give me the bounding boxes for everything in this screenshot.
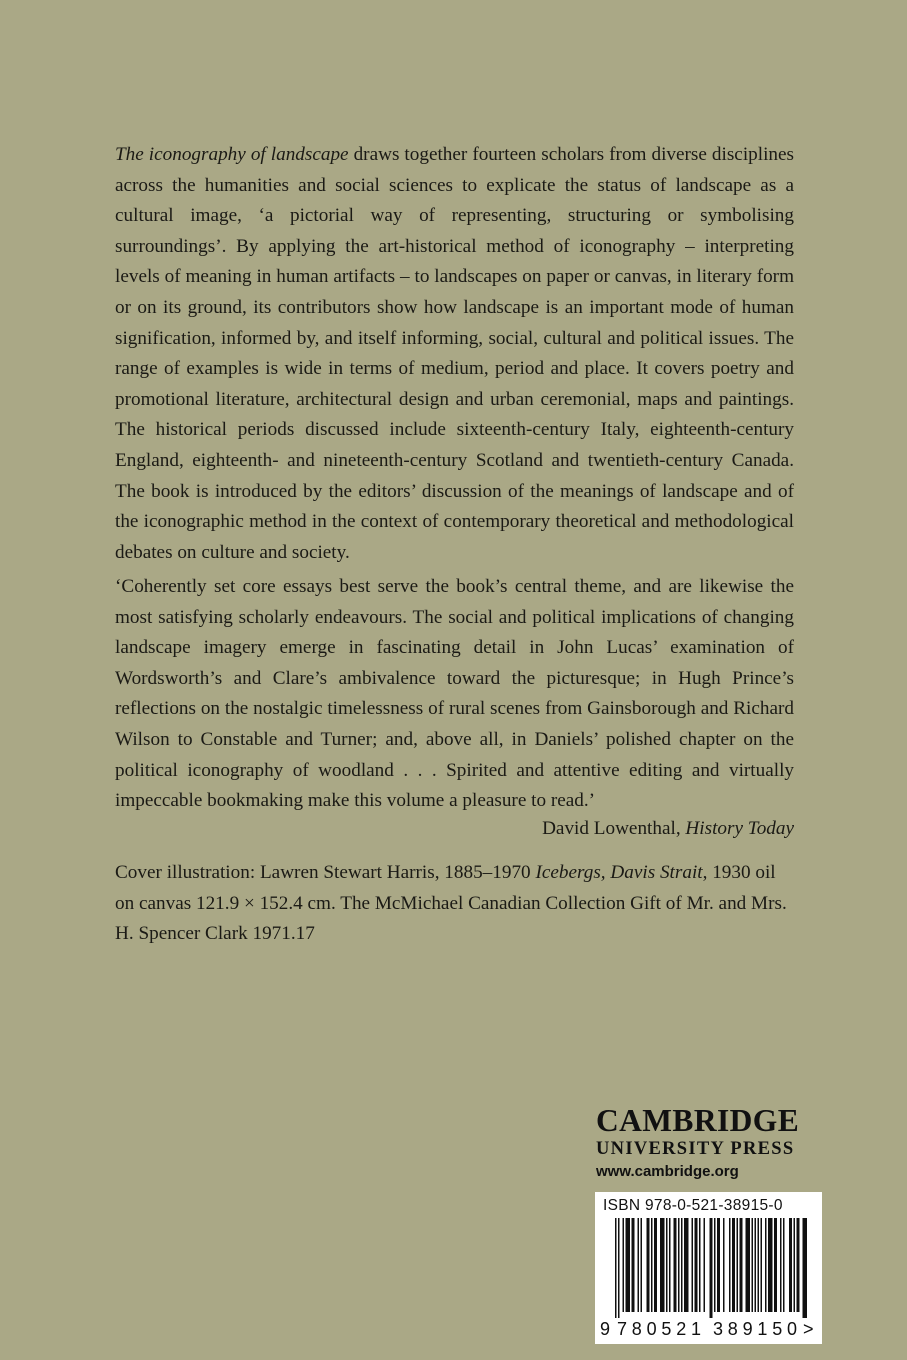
barcode-bar <box>794 1218 796 1312</box>
review-quote: ‘Coherently set core essays best serve the book’s central theme, and are likewise the most satisfying scholarly endeavours. The social and political implications of changing landscape imagery emerge in fascinating detail in John Lucas’ examination of Wordsworth’s and Clare’s ambivalence toward the picturesque; in Hugh Prince’s reflections on the nostalgic timelessness of rural scenes from Gainsborough and Richard Wilson to Constable and Turner; and, above all, in Daniels’ polished chapter on the political iconography of woodland . . . Spirited and attentive editing and virtually impeccable bookmaking make this volume a pleasure to read.’ <box>115 576 794 812</box>
barcode-bar <box>765 1218 767 1312</box>
review-attribution <box>542 814 794 844</box>
barcode-bar <box>768 1218 773 1312</box>
cover-work-title: Icebergs, Davis Strait <box>535 862 703 883</box>
barcode-bar <box>714 1218 716 1312</box>
barcode-panel <box>595 1192 822 1344</box>
barcode-bar <box>632 1218 635 1312</box>
barcode-bar <box>669 1218 671 1312</box>
review-author: David Lowenthal, <box>542 818 686 839</box>
barcode-bar <box>717 1218 720 1312</box>
barcode-right-digits: 389150 <box>713 1319 797 1339</box>
barcode-bar <box>678 1218 680 1312</box>
isbn-label: ISBN 978-0-521-38915-0 <box>603 1197 783 1214</box>
barcode-bar <box>783 1218 785 1312</box>
barcode-bar <box>780 1218 782 1312</box>
barcode-bar <box>737 1218 739 1312</box>
barcode-bar <box>704 1218 706 1312</box>
barcode-left-digits: 780521 <box>617 1319 701 1339</box>
review-source: History Today <box>685 818 794 839</box>
barcode-bar <box>684 1218 689 1312</box>
cover-credit-suffix: , 1930 oil on canvas 121.9 × 152.4 cm. The McMichael Canadian Collection Gift of Mr. and Mrs. H. Spencer Clark 1971.17 <box>115 862 787 945</box>
barcode-lead-digit: 9 <box>600 1319 611 1339</box>
barcode-bar <box>615 1218 617 1318</box>
barcode-bar <box>732 1218 735 1312</box>
barcode-bar <box>623 1218 625 1312</box>
barcode-bar <box>638 1218 640 1312</box>
barcode-bar <box>695 1218 698 1312</box>
barcode-bar <box>789 1218 792 1312</box>
barcode-bar <box>626 1218 631 1312</box>
publisher-subtitle: UNIVERSITY PRESS <box>596 1139 795 1159</box>
publisher-logo <box>596 1104 823 1182</box>
cover-credit-prefix: Cover illustration: Lawren Stewart Harris, 1885–1970 <box>115 862 536 883</box>
barcode-bar <box>666 1218 668 1312</box>
barcode-bar <box>758 1218 760 1312</box>
barcode-bar <box>755 1218 757 1312</box>
publisher-url: www.cambridge.org <box>596 1163 739 1180</box>
barcode-bar <box>699 1218 701 1312</box>
barcode-bar <box>774 1218 777 1312</box>
description-paragraph <box>115 140 794 568</box>
barcode-bar <box>803 1218 808 1318</box>
barcode-bar <box>746 1218 751 1312</box>
barcode-bar <box>729 1218 731 1312</box>
barcode-bar <box>740 1218 743 1312</box>
barcode-bar <box>797 1218 800 1312</box>
barcode-bar <box>710 1218 713 1318</box>
book-title: The iconography of landscape <box>115 144 349 165</box>
description-text: draws together fourteen scholars from diverse disciplines across the humanities and social sciences to explicate the status of landscape as a cultural image, ‘a pictorial way of representing, structuring or symbolising surroundings’. By applying the art-historical method of iconography – interpreting levels of meaning in human artifacts – to landscapes on paper or canvas, in literary form or on its ground, its contributors show how landscape is an important mode of human signification, informed by, and itself informing, social, cultural and political issues. The range of examples is wide in terms of medium, period and place. It covers poetry and promotional literature, architectural design and urban ceremonial, maps and paintings. The historical periods discussed include sixteenth-century Italy, eighteenth-century England, eighteenth- and nineteenth-century Scotland and twentieth-century Canada. The book is introduced by the editors’ discussion of the meanings of landscape and of the iconographic method in the context of contemporary theoretical and methodological debates on culture and society. <box>115 144 794 563</box>
barcode-end-mark: > <box>803 1319 814 1339</box>
barcode-bar <box>752 1218 754 1312</box>
barcode-icon <box>595 1192 822 1344</box>
barcode-bar <box>654 1218 657 1312</box>
cover-illustration-credit <box>115 858 794 950</box>
barcode-bar <box>692 1218 694 1312</box>
barcode-bar <box>761 1218 763 1312</box>
barcode-bar <box>641 1218 643 1312</box>
barcode-bar <box>647 1218 650 1312</box>
barcode-bar <box>674 1218 677 1312</box>
barcode-bar <box>681 1218 683 1312</box>
barcode-bar <box>618 1218 620 1318</box>
barcode-bar <box>723 1218 725 1312</box>
publisher-name: CAMBRIDGE <box>596 1103 800 1138</box>
barcode-bar <box>660 1218 665 1312</box>
barcode-bar <box>651 1218 653 1312</box>
